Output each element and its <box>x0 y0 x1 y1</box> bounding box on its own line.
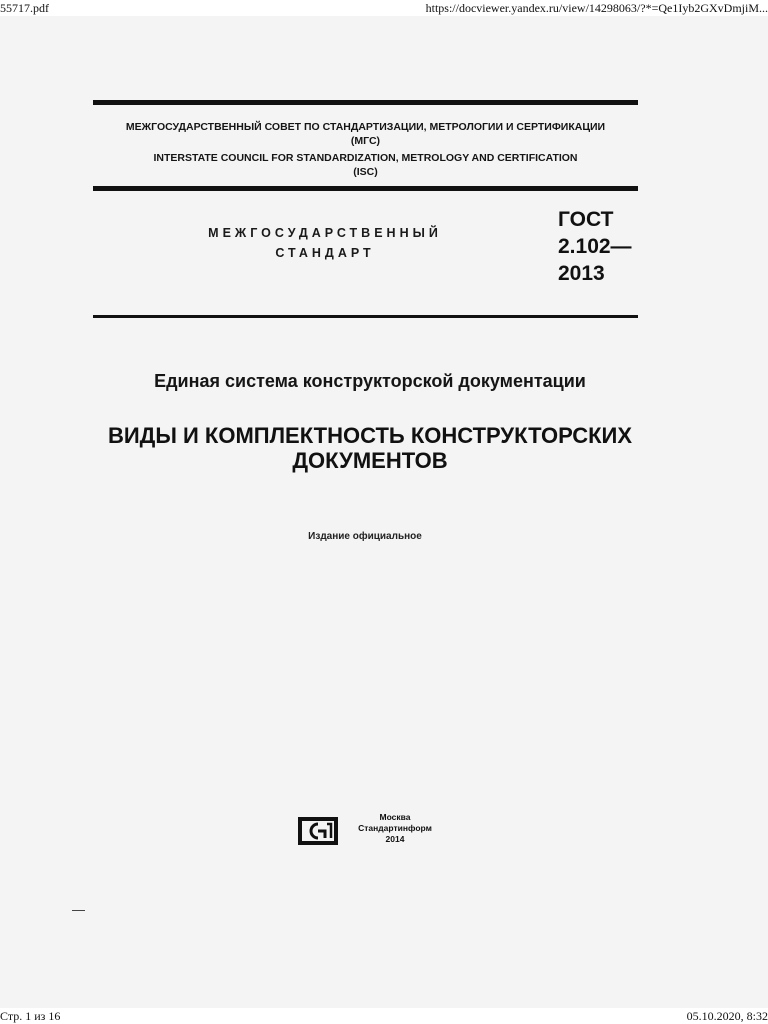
corner-mark <box>72 910 85 911</box>
series-title: Единая система конструкторской документации <box>154 371 586 391</box>
header-divider <box>93 315 638 318</box>
print-footer-page-count: Стр. 1 из 16 <box>0 1009 61 1023</box>
council-divider <box>93 186 638 191</box>
gost-code-year: 2013 <box>558 262 605 285</box>
print-header-url: https://docviewer.yandex.ru/view/14298063/?*=Qe1Iyb2GXvDmjiM... <box>425 1 768 15</box>
standard-type-line2: СТАНДАРТ <box>275 246 375 260</box>
publisher-year: 2014 <box>385 834 405 844</box>
council-abbr-ru: (МГС) <box>350 135 381 147</box>
print-footer-timestamp: 05.10.2020, 8:32 <box>686 1009 768 1023</box>
standartinform-logo-icon <box>297 816 339 846</box>
council-name-ru: МЕЖГОСУДАРСТВЕННЫЙ СОВЕТ ПО СТАНДАРТИЗАЦИИ, МЕТРОЛОГИИ И СЕРТИФИКАЦИИ <box>125 121 606 133</box>
print-header <box>0 0 768 16</box>
publisher-city: Москва <box>379 812 411 822</box>
council-name-en: INTERSTATE COUNCIL FOR STANDARDIZATION, METROLOGY AND CERTIFICATION <box>153 152 578 164</box>
gost-code-number: 2.102— <box>558 235 632 258</box>
print-footer <box>0 1008 768 1024</box>
gost-code-prefix: ГОСТ <box>558 208 614 231</box>
edition-label: Издание официальное <box>308 531 422 542</box>
council-abbr-en: (ISC) <box>353 166 378 178</box>
top-divider <box>93 100 638 105</box>
publisher-name: Стандартинформ <box>358 823 432 833</box>
document-title-line1: ВИДЫ И КОМПЛЕКТНОСТЬ КОНСТРУКТОРСКИХ <box>107 423 633 448</box>
document-title-line2: ДОКУМЕНТОВ <box>292 448 448 473</box>
document-page <box>0 16 768 1008</box>
print-header-filename: 55717.pdf <box>0 1 49 15</box>
standard-type-line1: МЕЖГОСУДАРСТВЕННЫЙ <box>208 226 442 240</box>
